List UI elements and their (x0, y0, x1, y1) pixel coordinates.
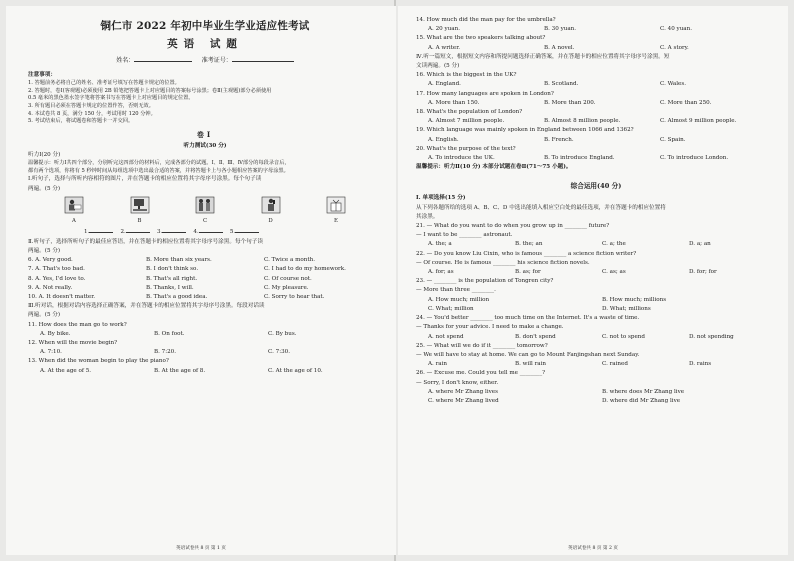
question-line: 21. — What do you want to do when you grow up in ________ future? (416, 223, 610, 230)
question-options (416, 333, 776, 342)
answer-blank (89, 226, 113, 233)
phone-picture-icon (261, 196, 281, 218)
question-line: — Of course. He is famous ________ his science fiction novels. (416, 259, 590, 266)
listening-title: 听力测试(30 分) (183, 142, 227, 149)
option: B. French. (544, 136, 574, 143)
answer-num: 4. (193, 228, 199, 235)
option: D. rains (689, 361, 712, 368)
notice-item: 0.5 毫米的黑色墨水签字笔将答案书写在答题卡上对应题目的规定位置。 (28, 95, 194, 102)
question-line: — I want to be ________ astronaut. (416, 232, 513, 239)
part-one-intro: 从下列各题所给的选项 A、B、C、D 中选出能填入相应空白处的最佳选项，并在答题卡的相应位置将 (416, 204, 666, 211)
question-line: 24. — You'd better ________ too much time on the Internet. It's a waste of time. (416, 315, 640, 322)
option: C. Almost 9 million people. (660, 118, 737, 125)
question-stem: 11. How does the man go to work? (28, 321, 127, 328)
questions-6-10 (28, 256, 382, 302)
question-22 (416, 250, 776, 278)
option: B. That's all right. (146, 275, 198, 282)
option: C. Of course not. (264, 275, 312, 282)
answer-blank (126, 226, 150, 233)
picture-option (326, 196, 346, 224)
question-stem: 18. What's the population of London? (416, 109, 523, 116)
option: B. At the age of 8. (154, 367, 206, 374)
option: B. More than six years. (146, 257, 212, 264)
question-stem: 13. When did the woman begin to play the piano? (28, 358, 169, 365)
part-three-instruction: 两遍。(5 分) (28, 312, 61, 319)
option: B. I don't think so. (146, 266, 199, 273)
part-one-intro: 其涂黑。 (416, 213, 439, 220)
option: A. At the age of 5. (40, 367, 92, 374)
option: D. not spending (689, 333, 734, 340)
question-21 (416, 222, 776, 250)
option: C. To introduce London. (660, 155, 729, 162)
question-options (28, 330, 382, 339)
answer-blank (162, 226, 186, 233)
option: B. Scotland. (544, 81, 579, 88)
question-options (416, 397, 776, 406)
option: B. That's a good idea. (146, 293, 208, 300)
answer-num: 2. (120, 228, 126, 235)
question-stem: 19. Which language was mainly spoken in England between 1066 and 1362? (416, 127, 634, 134)
option: C. Spain. (660, 136, 686, 143)
option: B. don't spend (515, 333, 556, 340)
question-line: — More than three ________. (416, 287, 496, 294)
question-stem: 14. How much did the man pay for the umbrella? (416, 17, 556, 23)
answer-num: 5. (229, 228, 236, 235)
option: C. where Mr Zhang lived (428, 397, 499, 404)
question-options (416, 117, 776, 126)
question-stem: 15. What are the two speakers talking about? (416, 35, 546, 42)
option: A. More than 150. (428, 99, 480, 106)
option: C. I had to do my homework. (264, 266, 346, 273)
questions-14-15 (416, 16, 776, 53)
part-two-instruction: 两遍。(5 分) (28, 247, 61, 254)
question-26 (416, 369, 776, 406)
question-options (416, 80, 776, 89)
question-options (416, 268, 776, 277)
question-options (416, 99, 776, 108)
section-title: 综合运用(40 分) (570, 182, 622, 191)
option: A. not spend (428, 333, 464, 340)
option: B. 30 yuan. (544, 26, 577, 33)
option: C. A story. (660, 44, 689, 51)
page-footer: 英语试卷共 8 页 第 1 页 (176, 546, 226, 551)
question-24 (416, 314, 776, 342)
exam-page-2 (398, 6, 788, 555)
option: A. for; as (428, 269, 454, 276)
option: B. To introduce England. (544, 155, 615, 162)
exam-no-blank (232, 55, 294, 62)
option: A. England. (428, 81, 461, 88)
option: B. 7:20. (154, 349, 177, 356)
picture-label: B (137, 217, 142, 224)
question-options (416, 136, 776, 145)
picture-label: C (202, 217, 208, 224)
question-line: 26. — Excuse me. Could you tell me ________? (416, 370, 546, 377)
question-options (416, 154, 776, 163)
option: A. A writer. (428, 44, 461, 51)
question-options (28, 348, 382, 357)
reading-picture-icon (64, 196, 84, 218)
people-picture-icon (195, 196, 215, 218)
option: 9. A. Not really. (28, 284, 73, 291)
answer-blank (199, 226, 223, 233)
option: 10. A. It doesn't matter. (28, 293, 96, 300)
part-one-instruction: Ⅰ.听句子，选择与所听内容相符的图片，并在答题卡的相应位置将其字母序号涂黑。每个句子读 (28, 176, 262, 183)
question-options (416, 305, 776, 314)
option: A. Almost 7 million people. (428, 118, 505, 125)
notice-item: 3. 所有题目必须在答题卡规定的位置作答，否则无效。 (28, 102, 154, 109)
option: B. More than 200. (544, 99, 596, 106)
question-23 (416, 277, 776, 314)
computer-picture-icon (130, 196, 150, 218)
exam-title: 铜仁市 2022 年初中毕业生学业适应性考试 (100, 20, 310, 32)
option: A. 20 yuan. (428, 26, 460, 33)
listening-two-note: 温馨提示：听力Ⅱ(10 分) 本部分试题在卷Ⅱ(71～75 小题)。 (416, 164, 572, 171)
option: A. By bike. (40, 330, 71, 337)
question-options (416, 25, 776, 34)
option: C. Wales. (660, 81, 686, 88)
question-options (416, 296, 776, 305)
question-line: 22. — Do you know Liu Cixin, who is famous ________ a science fiction writer? (416, 250, 637, 257)
question-options (28, 367, 382, 376)
question-line: 25. — What will we do if it ________ tomorrow? (416, 342, 548, 349)
listening-one-label: 听力Ⅰ(20 分) (28, 151, 61, 158)
picture-label: A (72, 217, 76, 224)
questions-11-13 (28, 321, 382, 376)
gift-picture-icon (326, 196, 346, 218)
option: B. where does Mr Zhang live (602, 388, 685, 395)
option: C. rained (602, 361, 628, 368)
question-stem: 16. Which is the biggest in the UK? (416, 72, 517, 79)
option: A. To introduce the UK. (428, 155, 495, 162)
picture-option (261, 196, 281, 224)
option: C. By bus. (268, 330, 297, 337)
question-line: — Sorry, I don't know, either. (416, 379, 499, 386)
question-line: — Thanks for your advice. I need to make a change. (416, 324, 564, 331)
option: C. a; the (602, 241, 626, 248)
name-label: 姓名： (116, 57, 135, 64)
option: A. 7:10. (40, 349, 62, 356)
option: B. Thanks, I will. (146, 284, 194, 291)
option: B. as; for (515, 269, 541, 276)
option: B. How much; millions (602, 296, 667, 303)
question-line: — We will have to stay at home. We can go to Mount Fanjingshan next Sunday. (416, 351, 640, 358)
question-stem: 17. How many languages are spoken in London? (416, 90, 554, 97)
option: A. English. (428, 136, 459, 143)
option: D. a; an (689, 241, 711, 248)
option: B. will rain (515, 361, 547, 368)
option: B. the; an (515, 241, 543, 248)
option: C. At the age of 10. (268, 367, 323, 374)
option: A. the; a (428, 241, 452, 248)
question-stem: 20. What's the purpose of the text? (416, 145, 516, 152)
option: B. On foot. (154, 330, 185, 337)
student-info-line (28, 55, 382, 64)
option: B. A novel. (544, 44, 575, 51)
option: C. What; million (428, 305, 474, 312)
part-three-instruction: Ⅲ.听对话，根据对话内容选择正确答案，并在答题卡的相应位置将其字母序号涂黑。每段对话读 (28, 303, 265, 310)
exam-page-1 (6, 6, 396, 555)
option: C. as; as (602, 269, 626, 276)
question-stem: 12. When will the movie begin? (28, 340, 118, 346)
option: C. Twice a month. (264, 257, 315, 264)
option: A. How much; million (428, 296, 490, 303)
picture-label: E (334, 217, 338, 224)
option: 7. A. That's too bad. (28, 266, 85, 273)
question-25 (416, 342, 776, 370)
questions-16-20 (416, 71, 776, 163)
name-blank (134, 55, 192, 62)
notice-item: 2. 答题时，卷Ⅰ(客观题)必须使用 2B 铅笔把答题卡上对应题目的答案标号涂黑；卷Ⅱ(主观题)部分必须使用 (28, 87, 272, 94)
question-options (416, 240, 776, 249)
option: C. My pleasure. (264, 284, 309, 291)
option: C. 7:30. (268, 349, 290, 356)
picture-option (195, 196, 215, 224)
option: C. 40 yuan. (660, 26, 693, 33)
picture-options (28, 194, 382, 224)
answer-num: 1. (84, 228, 90, 235)
picture-option (130, 196, 150, 224)
option: D. where did Mr Zhang live (602, 397, 681, 404)
picture-option (64, 196, 84, 224)
question-row (28, 256, 382, 265)
option: 8. A. Yes, I'd love to. (28, 275, 86, 282)
juan-one-heading: 卷Ⅰ (196, 129, 214, 139)
subject-title: 英语 试题 (167, 38, 243, 50)
option: 6. A. Very good. (28, 257, 73, 264)
picture-answer-blanks (28, 226, 382, 235)
notices (28, 80, 382, 126)
option: A. rain (428, 361, 447, 368)
question-options (416, 360, 776, 369)
part-one-title: Ⅰ. 单项选择(15 分) (416, 195, 466, 202)
option: A. where Mr Zhang lives (428, 388, 498, 395)
notice-item: 5. 考试结束后，将试题卷和答题卡一并交回。 (28, 118, 134, 125)
answer-num: 3. (156, 228, 163, 235)
question-row (28, 284, 382, 293)
part-four-instruction: 文读两遍。(5 分) (416, 63, 460, 70)
part-one-instruction: 两遍。(5 分) (28, 185, 61, 192)
answer-blank (235, 226, 259, 233)
option: D. What; millions (602, 305, 651, 312)
picture-label: D (268, 217, 273, 224)
question-options (416, 388, 776, 397)
option: C. Sorry to hear that. (264, 293, 325, 300)
question-row (28, 275, 382, 284)
notice-item: 1. 答题前务必将自己的姓名、准考证号填写在答题卡规定的位置。 (28, 80, 180, 87)
option: C. not to spend (602, 333, 645, 340)
question-options (416, 44, 776, 53)
question-row (28, 293, 382, 302)
option: D. for; for (689, 269, 717, 276)
part-four-instruction: Ⅳ.听一篇短文，根据短文内容和所提问题选择正确答案，并在答题卡的相应位置将其字母序号涂黑。短 (416, 53, 670, 60)
question-row (28, 265, 382, 274)
option: B. Almost 8 million people. (544, 118, 621, 125)
option: C. More than 250. (660, 99, 712, 106)
listening-intro-line: 温馨提示：听力Ⅰ共四个部分，分别听完这四部分的材料后，完成各部分的试题。Ⅰ、Ⅱ、Ⅲ、Ⅳ部分的每段录音后， (28, 160, 290, 167)
question-line: 23. — ________ is the population of Tongren city? (416, 278, 554, 285)
part-two-instruction: Ⅱ.听句子，选择所听句子的最佳应答语，并在答题卡的相应位置将其字母序号涂黑。每个句子读 (28, 238, 263, 245)
page-footer: 英语试卷共 8 页 第 2 页 (568, 546, 618, 551)
exam-no-label: 准考证号： (201, 57, 232, 64)
notice-title: 注意事项： (28, 72, 56, 78)
listening-intro-line: 都有两个选项，你将有 5 秒钟时间从每组选项中选出最合适的答案，并将答题卡上与各小题相应答案的字母涂黑。 (28, 167, 289, 174)
notice-item: 4. 本试卷共 8 页，满分 150 分，考试用时 120 分钟。 (28, 110, 156, 117)
